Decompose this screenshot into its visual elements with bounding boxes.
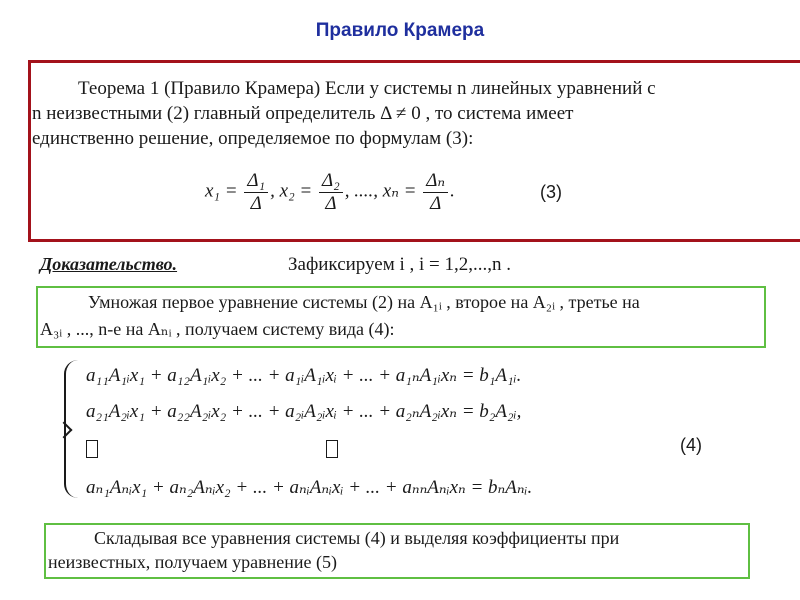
page-title: Правило Крамера (315, 20, 485, 41)
cramer-formula (205, 170, 455, 215)
summing-line-1: Складывая все уравнения системы (4) и выделяя коэффициенты при (94, 528, 620, 548)
x2-lhs: x₂ = (279, 180, 313, 202)
x1-denominator: Δ (250, 192, 262, 214)
proof-heading: Доказательство. (40, 254, 178, 274)
x1-lhs: x₁ = (205, 180, 238, 202)
formula-end: . (450, 180, 455, 202)
x1-fraction (244, 170, 268, 215)
x1-numerator: Δ₁ (244, 170, 268, 193)
x2-fraction (319, 170, 343, 215)
proof-text: Зафиксируем i , i = 1,2,...,n . (288, 254, 512, 275)
separator-1: , (270, 180, 275, 202)
missing-glyph-box (326, 440, 338, 458)
x2-denominator: Δ (325, 192, 337, 214)
summing-line-2: неизвестных, получаем уравнение (5) (48, 552, 337, 572)
system-row-2: a₂₁A₂ᵢx₁ + a₂₂A₂ᵢx₂ + ... + a₂ᵢA₂ᵢxᵢ + ... + a₂ₙA₂ᵢxₙ = b₂A₂ᵢ, (86, 401, 522, 422)
xn-denominator: Δ (430, 192, 442, 214)
xn-fraction (423, 170, 448, 215)
theorem-line-1: Теорема 1 (Правило Крамера) Если у системы n линейных уравнений с (78, 78, 656, 99)
equation-label-3: (3) (540, 182, 562, 202)
system-row-1: a₁₁A₁ᵢx₁ + a₁₂A₁ᵢx₂ + ... + a₁ᵢA₁ᵢxᵢ + ... + a₁ₙA₁ᵢxₙ = b₁A₁ᵢ. (86, 365, 522, 386)
missing-glyph-box (86, 440, 98, 458)
multiply-line-1: Умножая первое уравнение системы (2) на A₁ᵢ , второе на A₂ᵢ , третье на (88, 292, 640, 312)
xn-numerator: Δₙ (423, 170, 448, 193)
equation-label-4: (4) (680, 435, 702, 455)
theorem-line-2: n неизвестными (2) главный определитель Δ ≠ 0 , то система имеет (32, 103, 574, 124)
separator-2: , ...., (344, 180, 379, 202)
system-row-n: aₙ₁Aₙᵢx₁ + aₙ₂Aₙᵢx₂ + ... + aₙᵢAₙᵢxᵢ + ... + aₙₙAₙᵢxₙ = bₙAₙᵢ. (86, 477, 533, 498)
multiply-line-2: A₃ᵢ , ..., n-e на Aₙᵢ , получаем систему вида (4): (40, 319, 395, 339)
theorem-line-3: единственно решение, определяемое по формулам (3): (32, 128, 474, 149)
xn-lhs: xₙ = (382, 180, 417, 202)
x2-numerator: Δ₂ (319, 170, 343, 193)
